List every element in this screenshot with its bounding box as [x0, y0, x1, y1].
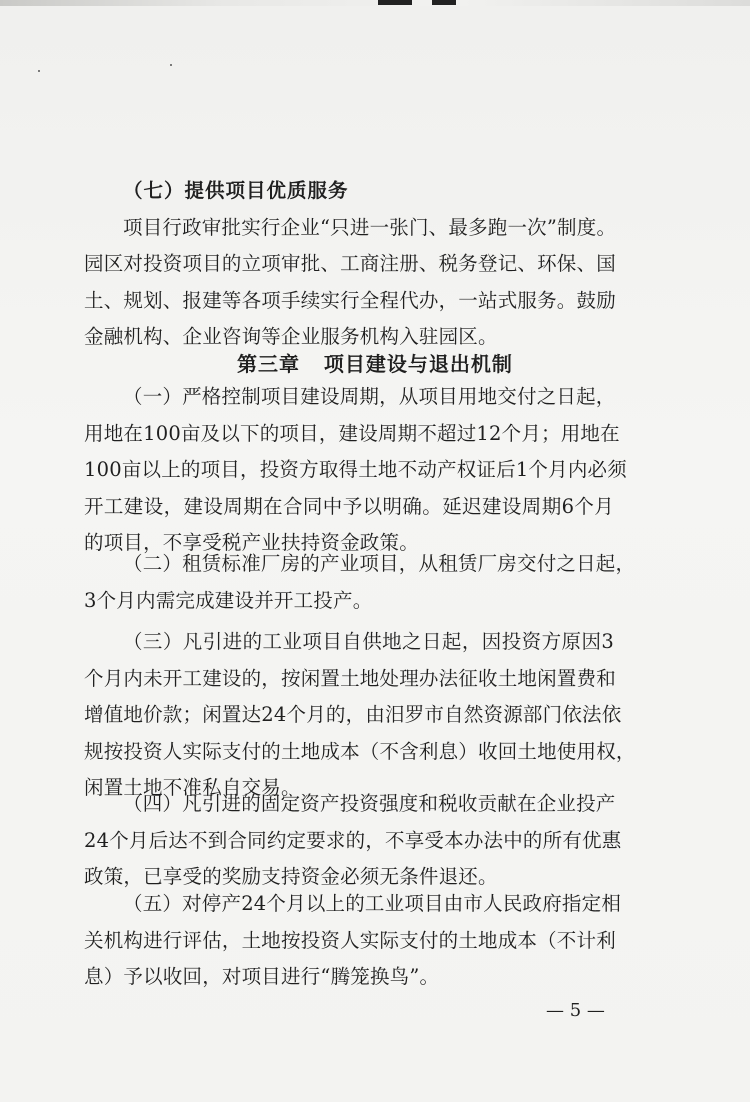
- paragraph-3: [84, 624, 636, 807]
- paragraph-line: 的项目，不享受税产业扶持资金政策。: [84, 531, 419, 555]
- paragraph-1: [84, 379, 627, 562]
- paragraph-4: [84, 786, 622, 896]
- paragraph-line: （二）租赁标准厂房的产业项目，从租赁厂房交付之日起，: [123, 552, 636, 575]
- scan-speck: [170, 64, 172, 66]
- paragraph-5: [84, 886, 622, 996]
- paragraph-line: 息）予以收回，对项目进行“腾笼换鸟”。: [84, 965, 440, 989]
- paragraph-line: 3个月内需完成建设并开工投产。: [84, 588, 373, 612]
- chapter-title: 第三章 项目建设与退出机制: [237, 352, 513, 376]
- section-7-line: 金融机构、企业咨询等企业服务机构入驻园区。: [84, 325, 498, 349]
- paragraph-line: （五）对停产24个月以上的工业项目由市人民政府指定相: [123, 892, 622, 915]
- paragraph-line: 规按投资人实际支付的土地成本（不含利息）收回土地使用权，: [84, 739, 636, 763]
- section-7-line: 园区对投资项目的立项审批、工商注册、税务登记、环保、国: [84, 252, 616, 276]
- paragraph-line: 个月内未开工建设的，按闲置土地处理办法征收土地闲置费和: [84, 666, 616, 690]
- paragraph-line: 政策，已享受的奖励支持资金必须无条件退还。: [84, 865, 498, 889]
- page-top-edge: [0, 0, 750, 6]
- section-7: [84, 173, 617, 356]
- paragraph-line: 闲置土地不准私自交易。: [84, 776, 301, 800]
- section-7-line: 土、规划、报建等各项手续实行全程代办，一站式服务。鼓励: [84, 288, 616, 312]
- binding-mark: [378, 0, 412, 5]
- section-7-line: 项目行政审批实行企业“只进一张门、最多跑一次”制度。: [123, 215, 617, 239]
- paragraph-line: （一）严格控制项目建设周期，从项目用地交付之日起，: [123, 385, 616, 408]
- paragraph-line: 开工建设，建设周期在合同中予以明确。延迟建设周期6个月: [84, 494, 614, 518]
- paragraph-line: 增值地价款；闲置达24个月的，由汨罗市自然资源部门依法依: [84, 703, 622, 727]
- scan-speck: [38, 70, 40, 72]
- binding-mark: [432, 0, 456, 5]
- paragraph-line: （四）凡引进的固定资产投资强度和税收贡献在企业投产: [123, 792, 616, 815]
- paragraph-line: （三）凡引进的工业项目自供地之日起，因投资方原因3: [123, 630, 614, 653]
- paragraph-line: 100亩以上的项目，投资方取得土地不动产权证后1个月内必须: [84, 458, 627, 482]
- paragraph-2: [84, 546, 636, 619]
- paragraph-line: 关机构进行评估，土地按投资人实际支付的土地成本（不计利: [84, 928, 616, 952]
- section-7-heading: （七）提供项目优质服务: [123, 179, 349, 202]
- page-number: — 5 —: [546, 1000, 605, 1021]
- paragraph-line: 用地在100亩及以下的项目，建设周期不超过12个月；用地在: [84, 421, 620, 445]
- paragraph-line: 24个月后达不到合同约定要求的，不享受本办法中的所有优惠: [84, 828, 622, 852]
